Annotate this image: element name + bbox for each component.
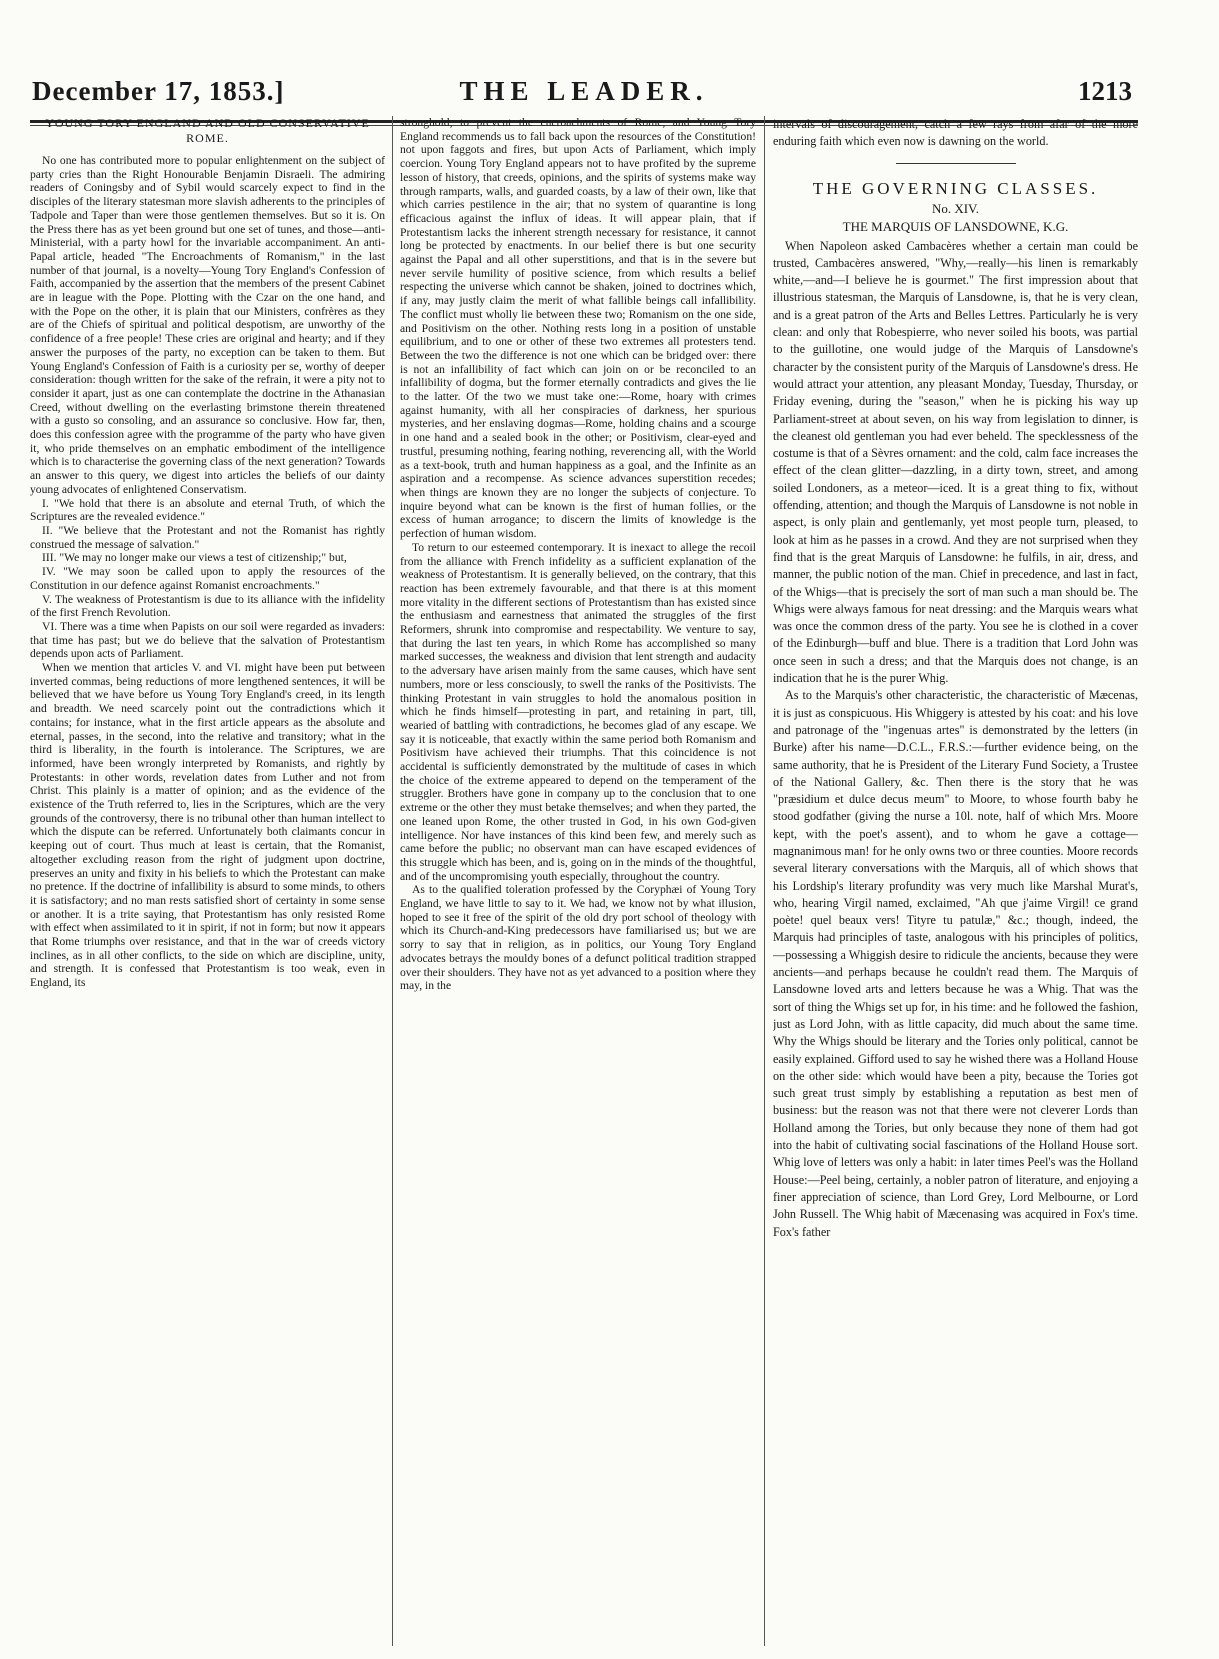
article-subheading: THE MARQUIS OF LANSDOWNE, K.G.: [842, 218, 1069, 234]
paragraph: II. "We believe that the Protestant and not the Romanist has rightly construed the message of salvation.": [30, 523, 385, 551]
paragraph: No one has contributed more to popular enlightenment on the subject of party cries than the Right Honourable Benjamin Disraeli. The admiring readers of Coningsby and of Sybil would scarcely expect to find in the disciples of the literary statesman more slavish adherents to the principles of Tadpole and Taper than were those gentlemen themselves. But so it is. On the Press there has as yet been ground but one set of tunes, and those—anti-Ministerial, with a party howl for the invariable accompaniment. An anti-Papal article, headed "The Encroachments of Romanism," in the last number of that journal, is a novelty—Young Tory England's Confession of Faith, accompanied by the assertion that the members of the present Cabinet are in league with the Pope. Plotting with the Czar on the one hand, and with the Pope on the other, it is plain that our Ministers, confrères as they are of the Chiefs of spiritual and political despotism, are unworthy of the confidence of a free people! These cries are original and hearty; and if they answer the purposes of the party, no exception can be taken to them. But Young England's Confession of Faith is a curiosity per se, worthy of deeper consideration: though written for the sake of the refrain, it were a pity not to consider it apart, just as one can contemplate the doctrine in the Athanasian Creed, without dwelling on the everlasting brimstone therein threatened with a gusto so consoling, and an assurance so conclusive. How far, then, does this confession agree with the programme of the party who have given it, who pride themselves on an emphatic embodiment of the intelligence which is to characterise the governing class of the next generation? Towards an answer to this query, we digest into articles the beliefs of our dainty young advocates of enlightened Conservatism.: [30, 154, 385, 496]
article-heading: YOUNG TORY ENGLAND AND OLD CONSERVATIVE ROME.: [45, 116, 370, 145]
paragraph: IV. "We may soon be called upon to apply the resources of the Constitution in our defence against Romanist encroachments.": [30, 565, 385, 592]
newspaper-page: [30, 58, 1138, 1648]
paragraph: stronghold, to prevent the encroachments of Rome, and Young Tory England recommends us to fall back upon the resources of the Constitution! not upon faggots and fires, but upon Acts of Parliament, which imply coercion. Young Tory England appears not to have profited by the supreme lesson of history, that creeds, opinions, and the spirits of systems make way through ramparts, walls, and guarded coasts, by a law of their own, like that which carries pestilence in the air; that no system of quarantine is long efficacious against the influx of ideas. It will appear plain, that if Protestantism lacks the inherent strength necessary for resistance, it cannot long be protected by enactments. In our belief there is but one security against the Papal and all other superstitions, and that is in the severe but never servile humility of positive science, from which results a belief respecting the universe which cannot be shaken, joined to doctrines which, if any, may justly claim the merit of what fallible beings call infallibility. The conflict must wholly lie between these two; Romanism on the one side, and Positivism on the other. Nothing rests long in a position of unstable equilibrium, and to one or other of these two extremes all protesters tend. Between the two the difference is not one which can be bridged over: there is not an infallibility of fact which can join on or be reconciled to an infallibility of dogma, but the former eternally contradicts and gives the lie to the latter. Of the two we must take one:—Rome, hoary with crimes against humanity, with all her conspiracies of darkness, her spurious mysteries, and her enslaving dogmas—Rome, holding chains and a scourge in one hand and a sealed book in the other; or Positivism, clear-eyed and trustful, presuming nothing, fearing nothing, reverencing all, with the World as a text-book, truth and human happiness as a goal, and the Infinite as an aspiration and a recompense. As science advances superstition recedes; when things are known they are no longer the subjects of conjecture. To inquire beyond what can be known is the first of human follies, or the excess of human arrogance; to discern the limits of knowledge is the perfection of human wisdom.: [400, 116, 756, 541]
section-rule: [896, 163, 1016, 164]
paragraph: As to the Marquis's other characteristic, the characteristic of Mæcenas, it is just as conspicuous. His Whiggery is attested by his coat: and his love and patronage of the "ingenuas artes" is demonstrated by the letters (in Burke) after his name—D.C.L., F.R.S.:—further evidence being, on the same authority, that he is President of the Literary Fund Society, a Trustee of the National Gallery, &c. Then there is the story that he was "præsidium et dulce decus meum" to Moore, to whose fourth baby he stood godfather (giving the nurse a 10l. note, half of which Mrs. Moore kept, with the poet's assent), and to whom he gave a cottage—magnanimous man! for he only owns two or three counties. Moore records several literary conversations with the Marquis, all of which shows that his Lordship's literary profundity was very much like Marshal Murat's, who, hearing Virgil named, exclaimed, "Ah que j'aime Virgil! ce grand poète! quel beaux vers! Tityre tu patulæ," &c.; though, indeed, the Marquis had principles of taste, analogous with his principles of politics,—possessing a Whiggish desire to ridicule the ancients, because they were ancients—and perhaps because he couldn't read them. The Marquis of Lansdowne loved arts and letters because he was a Whig. That was the sort of thing the Whigs set up for, in his time: and he followed the fashion, just as Lord John, with as little capacity, did much about the same time. Why the Whigs should be literary and the Tories only political, cannot be easily explained. Gifford used to say he wished there was a Holland House on the other side: which would have been a pity, because the Tories got such great trust simply by establishing a reputation as best men of business: but the reason was not that there were not cleverer Lords than Holland among the Tories, but only because they none of them had got into the habit of cultivating social fascinations of the Holland House sort. Whig love of letters was only a habit: in later times Peel's was the Holland House:—Peel being, certainly, a nobler patron of literature, and enjoying a finer appreciation of science, than Lord Grey, Lord Melbourne, or Lord John Russell. The Whig habit of Mæcenasing was acquired in Fox's time. Fox's father: [773, 688, 1138, 1239]
column-divider: [392, 116, 393, 1646]
section-heading: THE GOVERNING CLASSES.: [812, 178, 1099, 198]
paragraph: As to the qualified toleration professed by the Coryphæi of Young Tory England, we have little to say to it. We had, we know not by what illusion, hoped to see it free of the spirit of the old dry port school of theology with which its Church-and-King predecessors have familiarised us; but we are sorry to say that in religion, as in politics, our Young Tory England advocates betrays the mouldy bones of a defunct political tradition strapped over their shoulders. They have not as yet advanced to a position where they may, in the: [400, 883, 756, 993]
paragraph: intervals of discouragement, catch a few rays from afar of the more enduring faith which even now is dawning on the world.: [773, 117, 1138, 149]
page-number: 1213: [1078, 76, 1132, 106]
paragraph: VI. There was a time when Papists on our soil were regarded as invaders: that time has past; but we do believe that the salvation of Protestantism depends upon acts of Parliament.: [30, 619, 385, 661]
paragraph: III. "We may no longer make our views a test of citizenship;" but,: [42, 551, 347, 565]
paragraph: When Napoleon asked Cambacères whether a certain man could be trusted, Cambacères answered, "Why,—really—his linen is remarkably white,—and—I believe he is gourmet." The first impression about that illustrious statesman, the Marquis of Lansdowne, is, that he is very clean, and is a great patron of the Arts and Belles Lettres. Particularly he is very clean: and only that Robespierre, who never soiled his boots, was partial to the guillotine, one would judge of the Marquis of Lansdowne's character by the consistent purity of the Marquis of Lansdowne's dress. He would attract your attention, any pleasant Monday, Tuesday, Thursday, or Friday evening, during the "season," when he is picking his way up Parliament-street at about seven, on his way from legislation to dinner, is the cleanest old gentleman you had ever beheld. The specklessness of the costume is that of a Sèvres ornament: and the cold, calm face increases the effect of the clean glitter—dazzling, in a dirty town, street, and among soiled Londoners, as a meteor—iced. It is a great thing to fix, without offending, attention; and though the Marquis of Lansdowne is not noble in aspect, is only plain and gentlemanly, yet most people turn, pleased, to look at him as he passes in a crowd. And they are not surprised when they find that is the great Marquis of Lansdowne: he fulfils, in air, dress, and manner, the public notion of the man. Chief in precedence, and last in fact, of the Whigs—that is precisely the sort of man such a man should be. The Whigs were always famous for neat dressing: and the Marquis wears what was once the common dress of the party. You see he is clothed in a cover of the Edinburgh—buff and blue. There is a tradition that Lord John was once seen in such a dress; and that the Marquis does not change, is an indication that he is the purer Whig.: [773, 238, 1138, 686]
paragraph: V. The weakness of Protestantism is due to its alliance with the infidelity of the first French Revolution.: [30, 592, 385, 620]
column-2: [400, 116, 756, 1646]
column-1: [30, 116, 385, 1646]
paragraph: When we mention that articles V. and VI. might have been put between inverted commas, being reductions of more lengthened sentences, it will be believed that we have before us Young Tory England's creed, in its length and breadth. We need scarcely point out the contradictions which it contains; for instance, what in the first article appears as the absolute and eternal, passes, in the second, into the relative and transitory; what in the third is liberality, in the fourth is intolerance. The Scriptures, we are informed, have been wrongly interpreted by Romanists, and rightly by Protestants: in other words, revelation dates from Luther and not from Christ. This plainly is a matter of opinion; and as the evidence of the existence of the Truth referred to, lies in the Scriptures, which are the very grounds of the controversy, there is no tribunal other than human intellect to which the dispute can be referred. Unfortunately both claimants concur in keeping out of court. Thus much at least is certain, that the Romanist, altogether excluding reason from the right of judgment upon doctrine, preserves an unity and fixity in his beliefs to which the Protestant can make no pretence. If the doctrine of infallibility is absurd to some minds, to others it is satisfactory; and no man rests satisfied short of certainty in some sense or another. It is a trite saying, that Protestantism has only resisted Rome with effect when assimilated to it in spirit, if not in form; but now it appears that Rome triumphs over resistance, and that in the war of creeds victory inclines, as in all other conflicts, to the side on which are discipline, unity, and strength. It is confessed that Protestantism is too weak, even in England, its: [30, 661, 385, 990]
column-3: [773, 116, 1138, 1646]
paragraph: I. "We hold that there is an absolute and eternal Truth, of which the Scriptures are the revealed evidence.": [30, 496, 385, 524]
section-number: No. XIV.: [931, 200, 980, 216]
paragraph: To return to our esteemed contemporary. It is inexact to allege the recoil from the alliance with French infidelity as a sufficient explanation of the weakness of Protestantism. It is generally believed, on the contrary, that this reaction has been extremely favourable, and that there is at this moment more vitality in the different sections of Protestantism than has existed since the enthusiasm and earnestness that animated the struggles of the first Reformers, shrunk into compromise and respectability. We venture to say, that during the last ten years, in which Rome has accomplished so many marked successes, the weakness and division that lent strength and audacity to the adversary have arisen mainly from the same causes, which have sent numbers, more or less consciously, to swell the ranks of the Positivists. The thinking Protestant in vain struggles to hold the anomalous position in which he finds himself—protesting in part, and retaining in part, till, wearied of battling with contradictions, he becomes glad of any escape. We say it is noticeable, that exactly within the same period both Romanism and Positivism have achieved their triumphs. That this coincidence is not accidental is sufficiently demonstrated by the multitude of cases in which the choice of the extreme appeared to depend on the temperament of the struggler. Brothers have gone in company up to the conclusion that to one extreme or the other they must betake themselves; and when they parted, the one leaned upon Rome, the other trusted in God, in his own God-given intelligence. Nor have instances of this kind been few, and merely such as came before the public; no observant man can have escaped evidences of this struggle which has been, and is, going on in the minds of the thoughtful, and of the uncompromising youth especially, throughout the country.: [400, 540, 756, 883]
newspaper-title: THE LEADER.: [459, 76, 709, 106]
column-divider: [764, 116, 765, 1646]
issue-date: December 17, 1853.]: [32, 76, 285, 106]
